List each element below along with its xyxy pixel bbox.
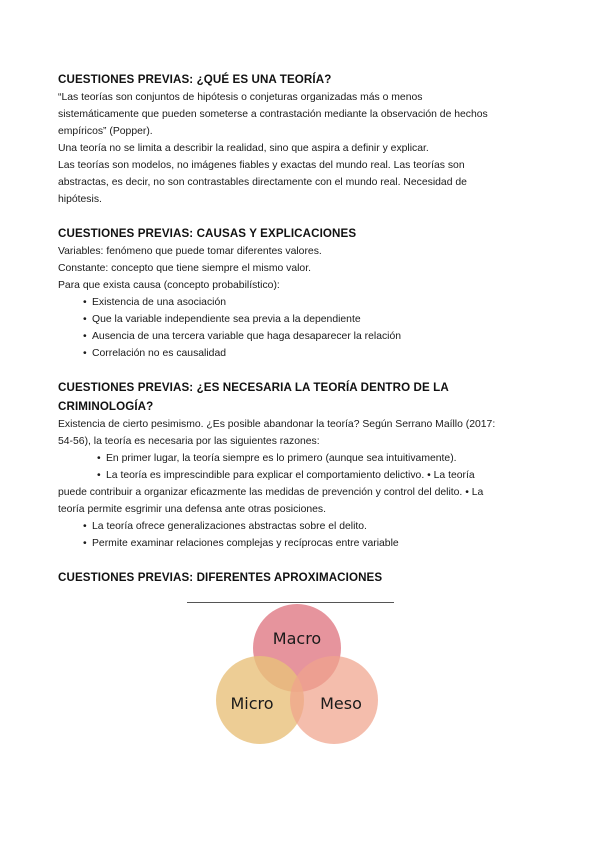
- venn-label-macro: Macro: [272, 629, 322, 648]
- venn-label-meso: Meso: [320, 694, 362, 713]
- list-item: • Ausencia de una tercera variable que haga desaparecer la relación: [58, 328, 528, 345]
- paragraph-line: [58, 484, 528, 501]
- section-aproximaciones: [58, 568, 528, 587]
- paragraph-line: Una teoría no se limita a describir la realidad, sino que aspira a definir y explicar.: [58, 143, 429, 154]
- bullet-list: [58, 518, 528, 552]
- paragraph-line: 54-56), la teoría es necesaria por las siguientes razones:: [58, 436, 320, 447]
- list-item: • Existencia de una asociación: [58, 294, 528, 311]
- paragraph-line: sistemáticamente que pueden someterse a contrastación mediante la observación de hechos: [58, 109, 488, 120]
- bullet-list: [58, 450, 528, 484]
- paragraph-line: Constante: concepto que tiene siempre el mismo valor.: [58, 263, 311, 274]
- list-item: • La teoría ofrece generalizaciones abstractas sobre el delito.: [58, 518, 528, 535]
- paragraph-line: Para que exista causa (concepto probabilístico):: [58, 280, 280, 291]
- list-item: [58, 467, 528, 484]
- list-item: • Correlación no es causalidad: [58, 345, 528, 362]
- bullet-list: [58, 294, 528, 362]
- paragraph-line: abstractas, es decir, no son contrastables directamente con el mundo real. Necesidad de: [58, 177, 467, 188]
- section-que-es-teoria: [58, 70, 528, 208]
- list-item: • En primer lugar, la teoría siempre es lo primero (aunque sea intuitivamente).: [58, 450, 528, 467]
- paragraph-line: Variables: fenómeno que puede tomar diferentes valores.: [58, 246, 322, 257]
- section-causas-explicaciones: [58, 224, 528, 362]
- paragraph-line: Existencia de cierto pesimismo. ¿Es posible abandonar la teoría? Según Serrano Maíllo (2017:: [58, 419, 496, 430]
- section-title: CUESTIONES PREVIAS: CAUSAS Y EXPLICACIONES: [58, 227, 357, 240]
- paragraph-line: empíricos” (Popper).: [58, 126, 153, 137]
- paragraph-line: Las teorías son modelos, no imágenes fiables y exactas del mundo real. Las teorías son: [58, 160, 465, 171]
- list-item: • Que la variable independiente sea previa a la dependiente: [58, 311, 528, 328]
- section-necesaria-teoria: [58, 378, 528, 552]
- section-title: CUESTIONES PREVIAS: ¿QUÉ ES UNA TEORÍA?: [58, 73, 332, 86]
- inline-bullet-text: • La: [465, 487, 483, 498]
- document-page: [58, 70, 528, 603]
- section-title: CUESTIONES PREVIAS: DIFERENTES APROXIMACIONES: [58, 571, 383, 584]
- list-item-text: La teoría es imprescindible para explicar el comportamiento delictivo.: [106, 470, 425, 481]
- venn-diagram: [212, 600, 382, 750]
- wrap-text: puede contribuir a organizar eficazmente las medidas de prevención y control del delito.: [58, 487, 463, 498]
- section-title-line: CRIMINOLOGÍA?: [58, 400, 154, 413]
- paragraph-line: teoría permite esgrimir una defensa ante otras posiciones.: [58, 504, 326, 515]
- venn-label-micro: Micro: [230, 694, 274, 713]
- inline-bullet-text: • La teoría: [427, 470, 475, 481]
- paragraph-line: “Las teorías son conjuntos de hipótesis o conjeturas organizadas más o menos: [58, 92, 423, 103]
- paragraph-line: hipótesis.: [58, 194, 102, 205]
- section-title-line: CUESTIONES PREVIAS: ¿ES NECESARIA LA TEORÍA DENTRO DE LA: [58, 381, 449, 394]
- list-item: • Permite examinar relaciones complejas y recíprocas entre variable: [58, 535, 528, 552]
